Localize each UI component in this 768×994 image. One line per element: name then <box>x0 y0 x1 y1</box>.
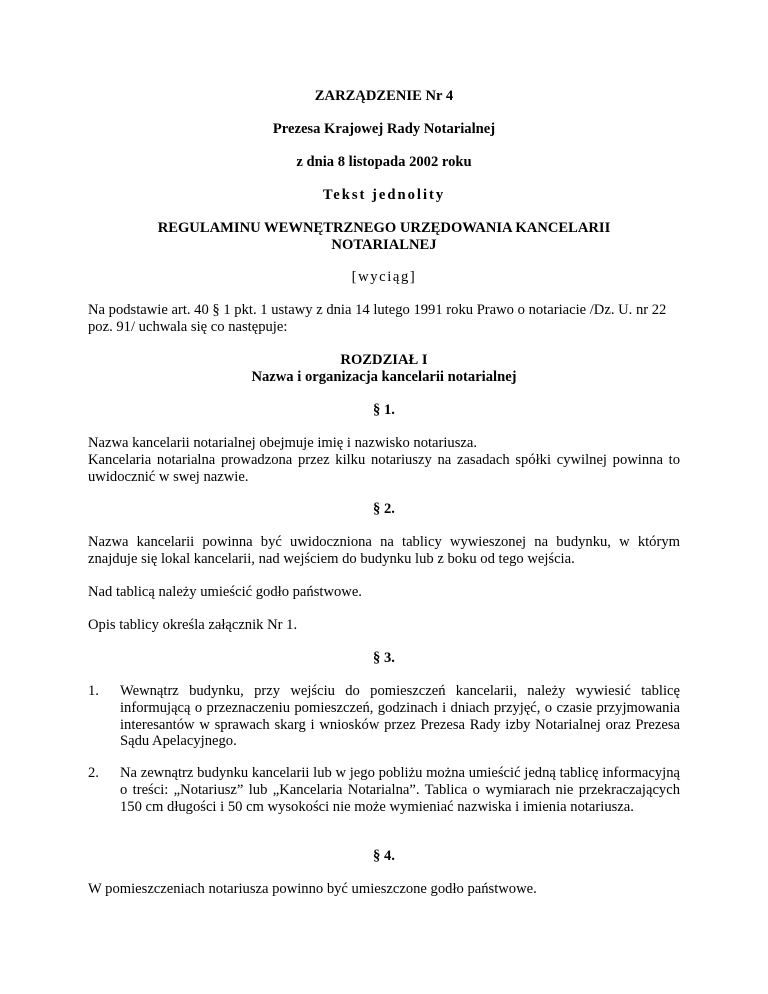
section-2-paragraph-1: Nazwa kancelarii powinna być uwidoczniona na tablicy wywieszonej na budynku, w którym znajduje się lokal kancelarii, nad wejściem do budynku lub z boku od tego wejścia. <box>88 534 680 567</box>
section-1-line2: Kancelaria notarialna prowadzona przez kilku notariuszy na zasadach spółki cywilnej powinna to uwidocznić w swej nazwie. <box>88 452 680 485</box>
section-2-paragraph-3: Opis tablicy określa załącznik Nr 1. <box>88 617 298 633</box>
item-text: Wewnątrz budynku, przy wejściu do pomieszczeń kancelarii, należy wywiesić tablicę informującą o przeznaczeniu pomieszczeń, godzinach i dniach przyjęć, o czasie przyjmowania interesantów w sprawach skarg i wniosków przez Prezesa Rady izby Notarialnej oraz Prezesa Sądu Apelacyjnego. <box>120 683 680 750</box>
section-1-heading: § 1. <box>373 402 395 418</box>
item-number: 2. <box>88 765 99 781</box>
document-issuer: Prezesa Krajowej Rady Notarialnej <box>272 121 496 137</box>
chapter-number: ROZDZIAŁ I <box>340 352 428 368</box>
text-type-label: Tekst jednolity <box>322 187 446 203</box>
document-date: z dnia 8 listopada 2002 roku <box>296 154 472 170</box>
section-2-paragraph-2: Nad tablicą należy umieścić godło państwowe. <box>88 584 362 600</box>
section-2-heading: § 2. <box>373 501 395 517</box>
section-4-heading: § 4. <box>373 848 395 864</box>
regulation-title-line1: REGULAMINU WEWNĘTRZNEGO URZĘDOWANIA KANCELARII <box>157 220 611 236</box>
intro-paragraph: Na podstawie art. 40 § 1 pkt. 1 ustawy z dnia 14 lutego 1991 roku Prawo o notariacie /Dz. U. nr 22 poz. 91/ uchwala się co następuje: <box>88 302 667 335</box>
chapter-title: Nazwa i organizacja kancelarii notarialnej <box>251 369 517 385</box>
item-text: Na zewnątrz budynku kancelarii lub w jego pobliżu można umieścić jedną tablicę informacyjną o treści: „Notariusz” lub „Kancelaria Notarialna”. Tablica o wymiarach nie przekraczających 150 cm długości i 50 cm wysokości nie może wymieniać nazwiska i imienia notariusza. <box>120 765 680 815</box>
regulation-title-line2: NOTARIALNEJ <box>331 237 437 253</box>
document-title: ZARZĄDZENIE Nr 4 <box>314 88 454 104</box>
section-1-line1: Nazwa kancelarii notarialnej obejmuje imię i nazwisko notariusza. <box>88 435 478 451</box>
section-4-paragraph-1: W pomieszczeniach notariusza powinno być umieszczone godło państwowe. <box>88 881 537 897</box>
item-number: 1. <box>88 683 99 699</box>
section-3-heading: § 3. <box>373 650 395 666</box>
excerpt-label: [wyciąg] <box>351 269 417 285</box>
